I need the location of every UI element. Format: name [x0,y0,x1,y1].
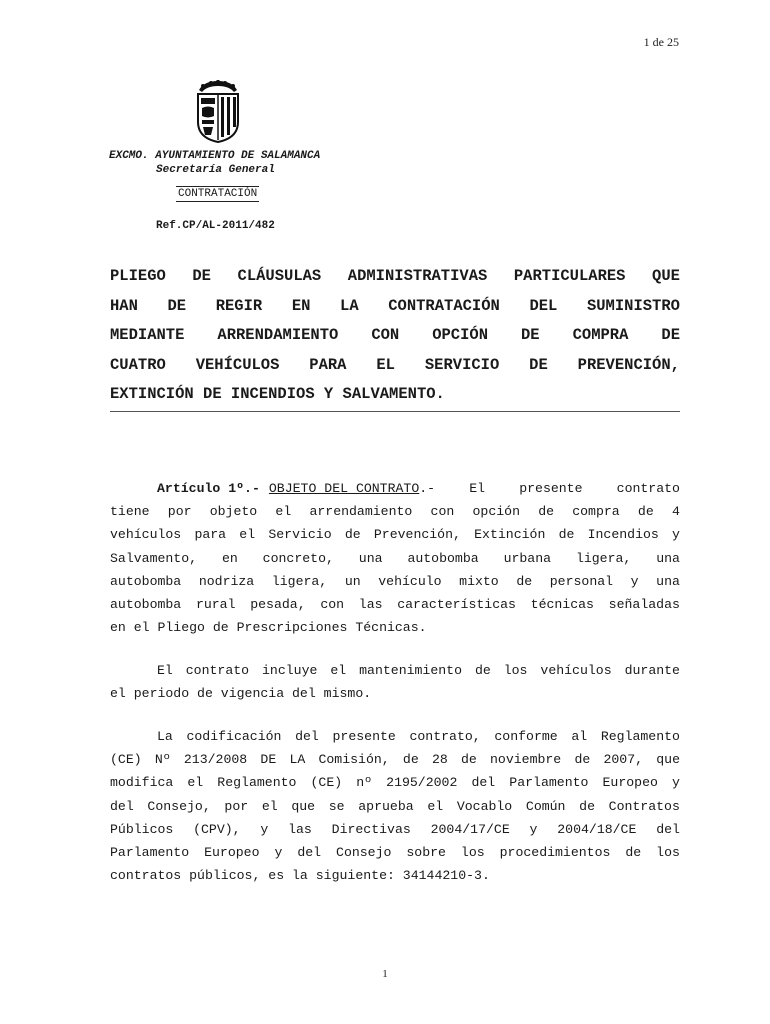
word: de [344,527,361,543]
word: objeto [209,504,258,520]
word: DE [521,326,540,344]
word: vehículos [540,663,612,678]
word: autobomba [407,550,479,566]
word: tiene [110,504,150,520]
word: 2007, [603,752,644,768]
word: noviembre [490,752,562,768]
word: un [344,573,361,589]
section-label: CONTRATACIÓN [178,188,258,200]
word: OPCIÓN [432,326,489,344]
word: urbana [503,550,552,566]
word: para [194,527,227,543]
word: Europeo [204,845,260,861]
word: del [471,775,496,791]
word: vehículo [378,573,442,589]
word: CLÁUSULAS [237,267,322,285]
word: las [288,821,312,837]
word: los [460,845,485,861]
word: PARTICULARES [513,267,626,285]
word: concreto, [262,550,334,566]
word: PREVENCIÓN, [577,355,680,374]
word: una [656,573,680,589]
word: 4 [671,504,680,520]
text-line [110,523,680,546]
word: 2195/2002 [386,775,458,791]
word: durante [624,663,680,678]
text-line [110,380,680,410]
word: Incendios [587,527,659,543]
word: autobomba [110,573,182,589]
word: ARRENDAMIENTO [217,326,339,344]
word: el periodo de vigencia del mismo. [110,686,372,702]
word: en [221,550,238,566]
word: y [274,845,283,861]
word: CON [371,326,400,344]
coat-of-arms-icon [193,80,243,144]
word: el [261,798,278,814]
text-line [110,616,680,639]
word: El [157,663,173,678]
word: por [167,504,192,520]
word: el [239,527,256,543]
word: señaladas [608,597,680,613]
word: DE [661,326,680,344]
word: modifica [110,775,174,791]
word: Comisión, [318,752,390,768]
article-punct: .- [419,481,436,496]
page-counter: 1 de 25 [643,35,679,49]
word: 2004/17/CE [430,821,510,837]
institution-block [109,149,320,177]
word: HAN [110,296,138,315]
word: las [358,597,383,613]
word: presente [332,729,396,744]
word: ligera, [575,550,632,566]
paragraph-3 [110,725,680,887]
word: La [157,729,173,744]
word: DE [192,267,211,285]
word: de [402,752,419,768]
word: SUMINISTRO [586,296,680,315]
reference-number: Ref.CP/AL-2011/482 [156,220,275,232]
word: 28 [431,752,448,768]
word: autobomba [110,597,182,613]
word: el [275,504,292,520]
word: COMPRA [572,326,629,344]
word: del [656,821,680,837]
text-line [110,593,680,616]
word: Parlamento [110,845,190,861]
word: (CE) [110,752,142,768]
word: Parlamento [509,775,589,791]
word: y [529,821,538,837]
word: CUATRO [110,355,166,374]
word: pesada, [250,597,306,613]
text-line [110,864,680,887]
text-line [110,321,680,351]
word: de [538,504,555,520]
word: EL [376,355,395,374]
word: el [330,663,347,678]
text-line [110,351,680,381]
text-line [110,771,680,794]
word: SERVICIO [424,355,500,374]
text-line [110,500,680,523]
word: 2004/18/CE [557,821,637,837]
article-subject: OBJETO DEL CONTRATO [268,481,420,496]
word: VEHÍCULOS [195,355,280,374]
word: Reglamento [217,775,297,791]
text-line [110,547,680,570]
word: se [328,798,345,814]
word: nodriza [198,573,255,589]
word: compra [572,504,620,520]
word: PARA [309,355,347,374]
word: de [574,752,591,768]
article-1-first-line [110,477,680,500]
word: Salvamento, [110,550,198,566]
word: EXTINCIÓN DE INCENDIOS Y SALVAMENTO. [110,385,445,403]
text-line [110,682,680,705]
word: Servicio [268,527,332,543]
word: CONTRATACIÓN [388,296,500,315]
institution-name: EXCMO. AYUNTAMIENTO DE SALAMANCA [109,150,321,162]
word: el [187,775,204,791]
word: (CPV), [193,821,241,837]
word: rural [195,597,236,613]
word: una [358,550,383,566]
word: que [291,798,316,814]
page-number: 1 [382,968,388,980]
word: y [672,775,680,791]
word: 213/2008 [183,752,248,768]
word: una [656,550,680,566]
word: Nº [154,752,171,768]
word: vehículos [110,527,182,543]
word: por [224,798,249,814]
word: con [430,504,455,520]
word: los [656,845,680,861]
text-line [110,748,680,771]
word: DE [529,355,548,374]
word: MEDIANTE [110,326,185,344]
word: conforme [494,729,558,744]
text-line [110,262,680,292]
word: Vocablo [456,798,513,814]
word: DEL [529,296,558,315]
text-line [110,659,680,682]
document-title [110,262,680,410]
word: codificación [186,729,282,744]
word: LA [340,296,359,315]
word: técnicas [530,597,594,613]
word: características [397,597,516,613]
word: mixto [459,573,499,589]
word: Contratos [608,798,680,814]
article-1 [110,477,680,639]
word: DE [167,296,187,315]
word: ADMINISTRATIVAS [347,267,488,285]
word: contrato [616,481,680,496]
word: personal [549,573,614,589]
text-line [110,292,680,322]
word: contratos públicos, es la siguiente: 34144210-3. [110,868,490,884]
word: Públicos [110,821,174,837]
word: REGIR [215,296,263,315]
text-line [110,725,680,748]
title-divider [110,411,680,412]
word: en el Pliego de Prescripciones Técnicas. [110,620,427,636]
word: de [625,845,642,861]
word: de [637,504,654,520]
word: LA [289,752,306,768]
word: Consejo, [147,798,211,814]
word: procedimientos [499,845,611,861]
word: Extinción [474,527,546,543]
word: ligera, [271,573,328,589]
word: EN [291,296,311,315]
word: y [260,821,269,837]
word: con [320,597,345,613]
word: y [672,527,680,543]
article-heading: Artículo 1º.- [157,481,260,496]
word: Prevención, [373,527,461,543]
word: PLIEGO [110,267,166,285]
word: al [571,729,588,744]
word: de [474,663,491,678]
word: Reglamento [600,729,680,744]
word: contrato, [409,729,481,744]
word: de [579,798,595,814]
word: QUE [652,267,680,285]
word: de [516,573,533,589]
word: (CE) [310,775,343,791]
word: de [460,752,477,768]
word: arrendamiento [309,504,413,520]
text-line [110,818,680,841]
word: Común [525,798,566,814]
word: del [295,729,319,744]
word: de [558,527,575,543]
word: incluye [262,663,318,678]
word: Consejo [336,845,392,861]
word: El [469,481,486,496]
word: del [297,845,322,861]
text-line [110,795,680,818]
word: del [110,798,134,814]
word: sobre [406,845,446,861]
word: aprueba [358,798,414,814]
text-line [110,841,680,864]
word: mantenimiento [359,663,463,678]
word: Europeo [602,775,658,791]
text-line [110,570,680,593]
word: presente [519,481,583,496]
word: que [656,752,680,768]
department-name: Secretaría General [156,164,275,176]
paragraph-2 [110,659,680,705]
word: y [630,573,639,589]
word: DE [260,752,277,768]
word: contrato [185,663,250,678]
word: los [503,663,528,678]
word: nº [356,775,373,791]
word: el [427,798,444,814]
word: opción [472,504,520,520]
word: Directivas [331,821,411,837]
